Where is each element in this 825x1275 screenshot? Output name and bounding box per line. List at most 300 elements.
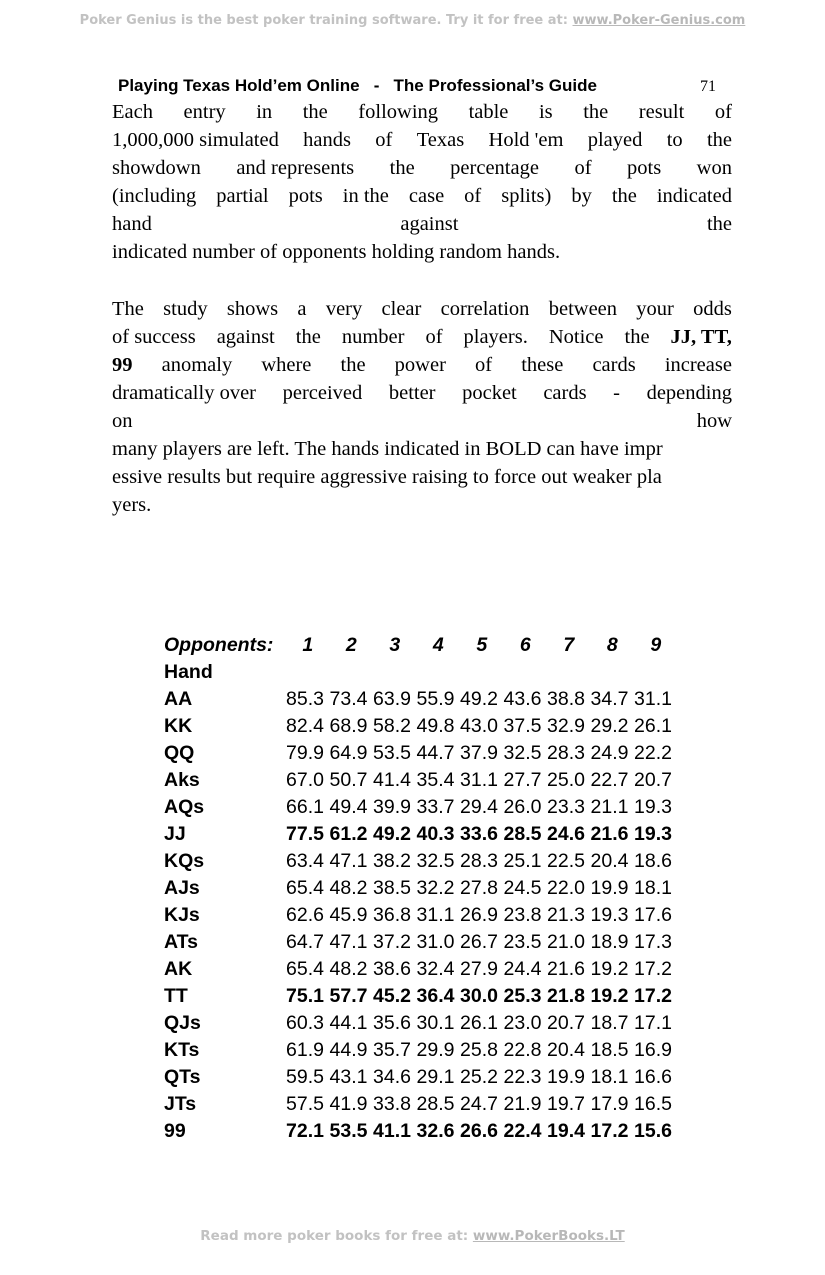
table-row: [164, 956, 678, 983]
paragraph-line: essive results but require aggressive raising to force out weaker pla: [112, 466, 662, 488]
win-percentage-cell: 24.7: [460, 1093, 498, 1115]
word: of success: [112, 326, 196, 348]
win-percentage-cell: 22.2: [634, 742, 672, 764]
win-percentage-cell: 20.4: [590, 850, 629, 872]
word: dramatically over: [112, 382, 257, 404]
win-percentage-cell: 32.9: [547, 715, 585, 737]
word: played: [587, 129, 643, 151]
table-row: [164, 821, 678, 848]
win-percentage-cell: 43.0: [460, 715, 498, 737]
hand-cell: ATs: [164, 931, 198, 953]
win-percentage-cell: 57.5: [286, 1093, 324, 1115]
hand-cell: AJs: [164, 877, 200, 899]
word: and represents: [236, 157, 355, 179]
win-percentage-cell: 31.0: [416, 931, 455, 953]
win-percentage-cell: 29.1: [416, 1066, 455, 1088]
win-percentage-cell: 43.6: [503, 688, 542, 710]
win-percentage-cell: 31.1: [634, 688, 672, 710]
word: power: [394, 354, 446, 376]
win-percentage-cell: 21.8: [547, 985, 585, 1007]
table-row: [164, 767, 678, 794]
win-percentage-cell: 19.7: [547, 1093, 585, 1115]
table-row: [164, 875, 678, 902]
win-percentage-cell: 26.7: [460, 931, 498, 953]
word: in: [256, 101, 273, 123]
win-percentage-cell: 24.9: [590, 742, 629, 764]
word: the: [302, 101, 328, 123]
win-percentage-cell: 59.5: [286, 1066, 324, 1088]
table-row: [164, 902, 678, 929]
win-percentage-cell: 23.3: [547, 796, 585, 818]
word: where: [261, 354, 312, 376]
win-percentage-cell: 27.8: [460, 877, 498, 899]
win-percentage-cell: 79.9: [286, 742, 324, 764]
table-row: [164, 983, 678, 1010]
word: odds: [693, 298, 732, 320]
word: Notice: [548, 326, 604, 348]
word: case: [408, 185, 445, 207]
win-percentage-cell: 63.4: [286, 850, 324, 872]
win-percentage-cell: 34.7: [590, 688, 629, 710]
word: Hold 'em: [488, 129, 564, 151]
win-percentage-cell: 18.6: [634, 850, 672, 872]
win-percentage-cell: 37.9: [460, 742, 498, 764]
win-percentage-cell: 20.7: [547, 1012, 585, 1034]
table-row: [164, 1091, 678, 1118]
win-percentage-cell: 50.7: [329, 769, 368, 791]
word: very: [325, 298, 363, 320]
word: by: [571, 185, 592, 207]
win-percentage-cell: 68.9: [329, 715, 368, 737]
table-row: [164, 686, 678, 713]
hand-cell: AQs: [164, 796, 205, 818]
win-percentage-cell: 33.7: [416, 796, 455, 818]
table-row: [164, 1010, 678, 1037]
word: against: [400, 213, 459, 235]
win-percentage-cell: 33.8: [373, 1093, 411, 1115]
word: cards: [543, 382, 587, 404]
win-percentage-cell: 38.6: [373, 958, 411, 980]
win-percentage-cell: 21.1: [590, 796, 629, 818]
win-percentage-cell: 67.0: [286, 769, 324, 791]
word: pots: [288, 185, 323, 207]
win-percentage-cell: 35.7: [373, 1039, 411, 1061]
word: entry: [183, 101, 226, 123]
table-row: [164, 794, 678, 821]
win-percentage-cell: 18.9: [590, 931, 629, 953]
win-percentage-cell: 18.1: [590, 1066, 629, 1088]
win-percentage-cell: 26.6: [460, 1120, 498, 1142]
win-percentage-cell: 19.9: [547, 1066, 585, 1088]
win-percentage-cell: 32.5: [416, 850, 455, 872]
win-percentage-cell: 37.2: [373, 931, 411, 953]
word: in the: [342, 185, 389, 207]
win-percentage-cell: 25.0: [547, 769, 585, 791]
win-percentage-cell: 32.2: [416, 877, 455, 899]
paragraph-line: many players are left. The hands indicated in BOLD can have impr: [112, 438, 663, 460]
win-percentage-cell: 21.6: [547, 958, 585, 980]
win-percentage-cell: 23.8: [503, 904, 542, 926]
win-percentage-cell: 44.7: [416, 742, 455, 764]
word: 99: [112, 354, 133, 376]
word: showdown: [112, 157, 201, 179]
win-percentage-cell: 28.5: [503, 823, 542, 845]
word: is: [538, 101, 553, 123]
win-percentage-cell: 36.8: [373, 904, 411, 926]
win-percentage-cell: 43.1: [329, 1066, 368, 1088]
win-percentage-cell: 40.3: [416, 823, 455, 845]
hand-cell: QTs: [164, 1066, 201, 1088]
paragraph-line: [112, 407, 732, 435]
hand-cell: 99: [164, 1120, 186, 1142]
win-percentage-cell: 17.2: [634, 958, 672, 980]
table-hand-label-row: [164, 659, 678, 686]
word: indicated: [656, 185, 732, 207]
word: of: [475, 354, 493, 376]
win-percentage-cell: 18.1: [634, 877, 672, 899]
opponent-count-header: 4: [432, 634, 444, 656]
win-percentage-cell: 30.0: [460, 985, 498, 1007]
win-percentage-cell: 21.0: [547, 931, 585, 953]
win-percentage-cell: 16.5: [634, 1093, 672, 1115]
win-percentage-cell: 53.5: [329, 1120, 368, 1142]
bottom-footer: [0, 1228, 825, 1244]
word: of: [375, 129, 393, 151]
word: won: [696, 157, 732, 179]
win-percentage-cell: 23.0: [503, 1012, 542, 1034]
win-percentage-cell: 45.2: [373, 985, 411, 1007]
win-percentage-cell: 17.3: [634, 931, 672, 953]
word: the: [706, 213, 732, 235]
win-percentage-cell: 26.9: [460, 904, 498, 926]
win-percentage-cell: 29.4: [460, 796, 498, 818]
win-percentage-cell: 28.3: [460, 850, 498, 872]
word: the: [583, 101, 609, 123]
paragraph-line: [112, 126, 732, 154]
win-percentage-cell: 30.1: [416, 1012, 455, 1034]
win-percentage-cell: 20.4: [547, 1039, 585, 1061]
win-percentage-cell: 19.9: [590, 877, 629, 899]
win-percentage-cell: 35.6: [373, 1012, 411, 1034]
word: of: [425, 326, 443, 348]
win-percentage-table: [164, 632, 678, 1145]
win-percentage-cell: 26.1: [460, 1012, 498, 1034]
win-percentage-cell: 21.6: [590, 823, 629, 845]
word: splits): [501, 185, 552, 207]
win-percentage-cell: 35.4: [416, 769, 455, 791]
win-percentage-cell: 55.9: [416, 688, 455, 710]
word: 1,000,000 simulated: [112, 129, 279, 151]
opponent-count-header: 6: [519, 634, 531, 656]
win-percentage-cell: 82.4: [286, 715, 324, 737]
win-percentage-cell: 72.1: [286, 1120, 324, 1142]
win-percentage-cell: 65.4: [286, 958, 324, 980]
table-row: [164, 929, 678, 956]
table-row: [164, 1064, 678, 1091]
word: perceived: [282, 382, 363, 404]
word: The: [112, 298, 144, 320]
win-percentage-cell: 28.3: [547, 742, 585, 764]
win-percentage-cell: 25.3: [503, 985, 542, 1007]
win-percentage-cell: 85.3: [286, 688, 324, 710]
footer-text: Read more poker books for free at:: [200, 1228, 473, 1244]
paragraph-intro: [112, 98, 732, 266]
paragraph-line: [112, 295, 732, 323]
win-percentage-cell: 22.0: [547, 877, 585, 899]
word: of: [464, 185, 482, 207]
win-percentage-cell: 29.2: [590, 715, 629, 737]
win-percentage-cell: 27.7: [503, 769, 542, 791]
page-number: 71: [700, 78, 716, 95]
win-percentage-cell: 19.3: [634, 823, 672, 845]
word: JJ, TT,: [670, 326, 732, 348]
opponent-count-header: 3: [389, 634, 401, 656]
win-percentage-cell: 38.8: [547, 688, 585, 710]
word: (including: [112, 185, 197, 207]
word: the: [624, 326, 650, 348]
win-percentage-cell: 64.7: [286, 931, 324, 953]
word: clear: [381, 298, 422, 320]
paragraph-line: [112, 351, 732, 379]
win-percentage-cell: 18.7: [590, 1012, 629, 1034]
word: these: [521, 354, 564, 376]
hand-cell: AA: [164, 688, 193, 710]
word: anomaly: [161, 354, 233, 376]
word: partial: [216, 185, 269, 207]
paragraph-line: [112, 323, 732, 351]
win-percentage-cell: 48.2: [329, 877, 368, 899]
word: better: [388, 382, 436, 404]
win-percentage-cell: 57.7: [329, 985, 368, 1007]
win-percentage-cell: 47.1: [329, 850, 368, 872]
word: between: [548, 298, 618, 320]
win-percentage-cell: 31.1: [460, 769, 498, 791]
table-row: [164, 1037, 678, 1064]
win-percentage-cell: 31.1: [416, 904, 455, 926]
win-percentage-cell: 22.3: [503, 1066, 542, 1088]
win-percentage-cell: 77.5: [286, 823, 324, 845]
word: table: [468, 101, 509, 123]
win-percentage-cell: 66.1: [286, 796, 324, 818]
word: Each: [112, 101, 153, 123]
win-percentage-cell: 49.2: [373, 823, 411, 845]
opponent-count-header: 9: [650, 634, 662, 656]
win-percentage-cell: 58.2: [373, 715, 411, 737]
word: how: [696, 410, 732, 432]
word: the: [706, 129, 732, 151]
win-percentage-cell: 22.8: [503, 1039, 542, 1061]
word: depending: [646, 382, 732, 404]
hand-cell: KK: [164, 715, 193, 737]
paragraph-line: [112, 182, 732, 210]
win-percentage-cell: 41.4: [373, 769, 411, 791]
hand-cell: JJ: [164, 823, 186, 845]
word: cards: [592, 354, 636, 376]
win-percentage-cell: 20.7: [634, 769, 672, 791]
win-percentage-cell: 60.3: [286, 1012, 324, 1034]
win-percentage-cell: 23.5: [503, 931, 542, 953]
win-percentage-cell: 19.2: [590, 985, 629, 1007]
win-percentage-cell: 48.2: [329, 958, 368, 980]
win-percentage-cell: 49.8: [416, 715, 455, 737]
hand-cell: KJs: [164, 904, 200, 926]
opponents-label: Opponents:: [164, 634, 274, 656]
banner-link[interactable]: www.Poker-Genius.com: [572, 13, 746, 28]
win-percentage-cell: 63.9: [373, 688, 411, 710]
opponent-count-header: 2: [345, 634, 357, 656]
word: pots: [627, 157, 662, 179]
word: on: [112, 410, 133, 432]
word: percentage: [450, 157, 539, 179]
hand-cell: QQ: [164, 742, 195, 764]
word: the: [389, 157, 415, 179]
word: shows: [226, 298, 279, 320]
paragraph-line: [112, 154, 732, 182]
win-percentage-cell: 73.4: [329, 688, 368, 710]
win-percentage-cell: 24.5: [503, 877, 542, 899]
win-percentage-cell: 25.8: [460, 1039, 498, 1061]
word: the: [340, 354, 366, 376]
win-percentage-cell: 41.1: [373, 1120, 411, 1142]
win-percentage-cell: 29.9: [416, 1039, 455, 1061]
word: to: [666, 129, 683, 151]
table-header-row: [164, 632, 678, 659]
win-percentage-cell: 17.9: [590, 1093, 629, 1115]
hand-cell: KQs: [164, 850, 205, 872]
word: correlation: [440, 298, 530, 320]
word: Texas: [416, 129, 465, 151]
win-percentage-cell: 28.5: [416, 1093, 455, 1115]
word: players.: [463, 326, 528, 348]
word: number: [341, 326, 405, 348]
win-percentage-cell: 22.5: [547, 850, 585, 872]
win-percentage-cell: 37.5: [503, 715, 542, 737]
paragraph-line: indicated number of opponents holding random hands.: [112, 241, 561, 263]
win-percentage-cell: 49.2: [460, 688, 498, 710]
opponent-count-header: 7: [563, 634, 575, 656]
paragraph-line: [112, 98, 732, 126]
win-percentage-cell: 38.5: [373, 877, 411, 899]
win-percentage-cell: 61.2: [329, 823, 368, 845]
paragraph-line: [112, 210, 732, 238]
win-percentage-cell: 24.6: [547, 823, 585, 845]
word: pocket: [462, 382, 517, 404]
win-percentage-cell: 21.3: [547, 904, 585, 926]
opponent-count-header: 5: [476, 634, 488, 656]
banner-text: Poker Genius is the best poker training software. Try it for free at:: [79, 13, 573, 28]
win-percentage-cell: 53.5: [373, 742, 411, 764]
hand-cell: QJs: [164, 1012, 201, 1034]
word: result: [638, 101, 685, 123]
win-percentage-cell: 16.6: [634, 1066, 672, 1088]
table-row: [164, 848, 678, 875]
win-percentage-cell: 21.9: [503, 1093, 542, 1115]
win-percentage-cell: 17.2: [590, 1120, 629, 1142]
win-percentage-cell: 47.1: [329, 931, 368, 953]
opponent-count-header: 1: [302, 634, 314, 656]
win-percentage-cell: 38.2: [373, 850, 411, 872]
paragraph-line: [112, 379, 732, 407]
word: the: [611, 185, 637, 207]
hand-cell: TT: [164, 985, 188, 1007]
word: study: [163, 298, 208, 320]
win-percentage-cell: 24.4: [503, 958, 542, 980]
word: a: [297, 298, 307, 320]
win-percentage-cell: 18.5: [590, 1039, 629, 1061]
win-percentage-cell: 17.6: [634, 904, 672, 926]
win-percentage-cell: 17.1: [634, 1012, 672, 1034]
hand-cell: Aks: [164, 769, 200, 791]
win-percentage-cell: 25.2: [460, 1066, 498, 1088]
word: your: [636, 298, 674, 320]
paragraph-line: yers.: [112, 494, 152, 516]
top-banner: [0, 13, 825, 28]
win-percentage-cell: 41.9: [329, 1093, 368, 1115]
table-row: [164, 1118, 678, 1145]
win-percentage-cell: 44.9: [329, 1039, 368, 1061]
win-percentage-cell: 62.6: [286, 904, 324, 926]
footer-link[interactable]: www.PokerBooks.LT: [472, 1228, 625, 1244]
word: increase: [664, 354, 732, 376]
word: hand: [112, 213, 152, 235]
win-percentage-cell: 19.2: [590, 958, 629, 980]
hand-label: Hand: [164, 661, 213, 683]
win-percentage-cell: 49.4: [329, 796, 368, 818]
win-percentage-cell: 34.6: [373, 1066, 411, 1088]
win-percentage-cell: 32.4: [416, 958, 455, 980]
win-percentage-cell: 19.3: [590, 904, 629, 926]
win-percentage-cell: 22.7: [590, 769, 629, 791]
paragraph-study: [112, 295, 732, 519]
word: -: [613, 382, 620, 404]
table-row: [164, 740, 678, 767]
word: the: [295, 326, 321, 348]
win-percentage-cell: 27.9: [460, 958, 498, 980]
win-percentage-cell: 15.6: [634, 1120, 672, 1142]
win-percentage-cell: 39.9: [373, 796, 411, 818]
hand-cell: JTs: [164, 1093, 197, 1115]
word: following: [358, 101, 439, 123]
win-percentage-cell: 19.3: [634, 796, 672, 818]
win-percentage-cell: 17.2: [634, 985, 672, 1007]
win-percentage-cell: 64.9: [329, 742, 368, 764]
win-percentage-cell: 61.9: [286, 1039, 324, 1061]
win-percentage-cell: 26.1: [634, 715, 672, 737]
opponent-count-header: 8: [606, 634, 618, 656]
word: of: [574, 157, 592, 179]
word: hands: [303, 129, 351, 151]
win-percentage-cell: 25.1: [503, 850, 542, 872]
win-percentage-cell: 22.4: [503, 1120, 542, 1142]
running-header-title: Playing Texas Hold’em Online - The Professional’s Guide: [118, 76, 597, 95]
win-percentage-cell: 44.1: [329, 1012, 368, 1034]
hand-cell: AK: [164, 958, 193, 980]
table-row: [164, 713, 678, 740]
win-percentage-cell: 32.5: [503, 742, 542, 764]
word: against: [216, 326, 275, 348]
win-percentage-cell: 32.6: [416, 1120, 455, 1142]
win-percentage-cell: 26.0: [503, 796, 542, 818]
win-percentage-cell: 33.6: [460, 823, 498, 845]
win-percentage-cell: 16.9: [634, 1039, 672, 1061]
win-percentage-cell: 65.4: [286, 877, 324, 899]
win-percentage-cell: 75.1: [286, 985, 324, 1007]
win-percentage-cell: 19.4: [547, 1120, 585, 1142]
word: of: [714, 101, 732, 123]
hand-cell: KTs: [164, 1039, 200, 1061]
win-percentage-cell: 36.4: [416, 985, 455, 1007]
win-percentage-cell: 45.9: [329, 904, 368, 926]
